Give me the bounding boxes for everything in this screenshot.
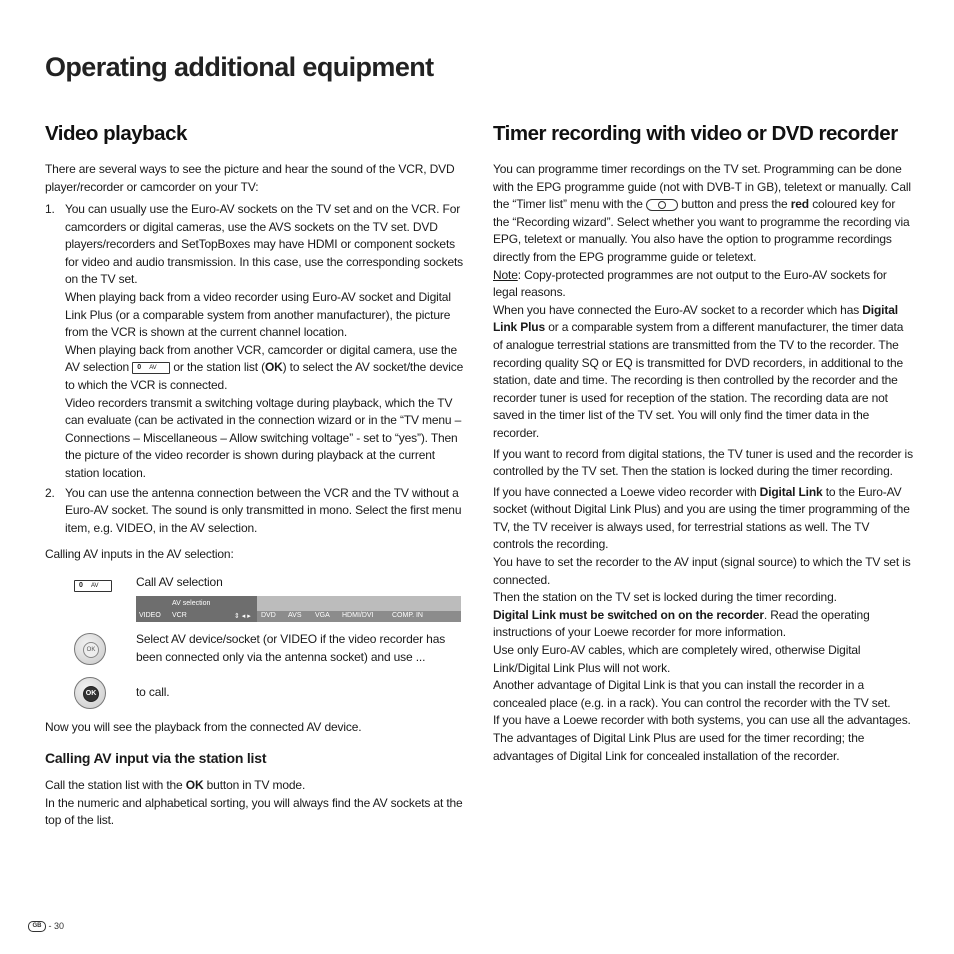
- timer-key-icon: [646, 199, 678, 211]
- av-option-avs[interactable]: AVS: [288, 612, 302, 619]
- p3-text-b: or the station list (: [173, 360, 265, 375]
- calling-av-text: Calling AV inputs in the AV selection:: [45, 547, 234, 561]
- timer-p9: Another advantage of Digital Link is that you can install the recorder in a concealed place (e.g. in a rack). You can control the recorder with the TV set.: [493, 678, 891, 710]
- timer-note: Note: Copy-protected programmes are not output to the Euro-AV sockets for legal reasons.: [493, 267, 887, 300]
- p3-text-c: ) to select the AV socket/the device to which the VCR is connected.: [65, 360, 464, 392]
- red-key-label: red: [790, 197, 809, 212]
- list-item-1-p4: Video recorders transmit a switching voltage during playback, which the TV can evaluate (can be activated in the connection wizard or in the “TV menu – Connections – Miscellaneous – Allow switching voltage” - set to “yes”). Then the picture of the video recorder is shown during playback at the current station location.: [65, 395, 462, 480]
- step-select-device: Select AV device/socket (or VIDEO if the video recorder has been connected only via the antenna socket) and use ...: [136, 632, 446, 664]
- av-option-hdmi-dvi[interactable]: HDMI/DVI: [342, 612, 374, 619]
- list-number: 2.: [45, 485, 55, 500]
- timer-p6: Then the station on the TV set is locked during the timer recording.: [493, 590, 837, 605]
- timer-p10: If you have a Loewe recorder with both systems, you can use all the advantages. The advantages of Digital Link Plus are used for the timer recording; the advantages of Digital Link for concealed installation of the recorder.: [493, 713, 911, 763]
- timer-p3: If you want to record from digital stations, the TV tuner is used and the recorder is controlled by the TV set. Then the station is locked during the timer recording.: [493, 446, 913, 479]
- av-option-vcr[interactable]: VCR: [172, 612, 187, 619]
- av-selection-bar: [136, 596, 461, 622]
- list-item-1-p2: When playing back from a video recorder using Euro-AV socket and Digital Link Plus (or a comparable system from another manufacturer), the picture from the VCR is shown at the current channel location.: [65, 289, 451, 340]
- timer-p8: Use only Euro-AV cables, which are completely wired, otherwise Digital Link/Digital Link Plus will not work.: [493, 643, 861, 675]
- timer-recording-body: [493, 161, 913, 765]
- av-option-comp-in[interactable]: COMP. IN: [392, 612, 423, 619]
- ok-key-label: OK: [264, 360, 283, 375]
- gb-badge-icon: GB: [28, 921, 46, 932]
- playback-now-text: Now you will see the playback from the connected AV device.: [45, 720, 362, 734]
- page-footer: [28, 921, 64, 932]
- list-item-2: [45, 485, 465, 538]
- video-playback-heading: Video playback: [45, 122, 187, 145]
- ok-key-label: OK: [185, 778, 204, 792]
- p3-text-a: When playing back from another VCR, camcorder or digital camera, use the AV selection: [65, 342, 458, 375]
- timer-p1: You can programme timer recordings on the TV set. Programming can be done with the EPG programme guide (not with DVB-T in GB), teletext or manually. Call the “Timer list” menu with the button and press the red coloured key for the “Recording wizard”. Select whether you want to programme the recording via EPG, teletext or manually. You also have the option to programme recordings directly from the EPG programme guide or teletext.: [493, 162, 911, 264]
- step-call-av-selection: Call AV selection: [136, 575, 223, 589]
- page-title: Operating additional equipment: [45, 52, 434, 82]
- list-item-1-p3: [65, 342, 465, 395]
- list-item-2-text: You can use the antenna connection between the VCR and the TV without a Euro-AV socket. The sound is only transmitted in mono. Select the first menu item, e.g. VIDEO, in the AV selection.: [65, 485, 462, 535]
- video-playback-list: [45, 201, 465, 537]
- station-list-heading: Calling AV input via the station list: [45, 750, 267, 766]
- av-option-vga[interactable]: VGA: [315, 612, 330, 619]
- av-key-icon: 0 AV: [74, 580, 112, 592]
- av-key-icon: 0 AV: [132, 362, 170, 374]
- list-item-1: [45, 201, 465, 483]
- timer-recording-heading: Timer recording with video or DVD recorder: [493, 122, 898, 145]
- list-number: 1.: [45, 202, 55, 216]
- ok-button-icon: OK: [74, 677, 106, 709]
- navigation-ring-icon: OK: [74, 633, 106, 665]
- timer-p2: When you have connected the Euro-AV socket to a recorder which has Digital Link Plus or a comparable system from a different manufacturer, the timer data of analogue terrestrial stations are transmitted from the TV to the recorder. The recording quality SQ or EQ is transmitted for DVD recorders, in additional to the station, date and time. The recording is then controlled by the recorder and the recorder tuner is used for reception of the station. The recording data are not saved in the timer list of the TV set. You will only find the timer data in the recorder.: [493, 302, 904, 440]
- av-selection-title: AV selection: [172, 600, 211, 607]
- list-item-1-p1: You can usually use the Euro-AV sockets on the TV set and on the VCR. For camcorders or digital cameras, use the AVS sockets on the TV set. DVD players/recorders and SetTopBoxes may have HDMI or component sockets for video and audio transmission. In this case, use the corresponding sockets on the TV set.: [65, 202, 464, 287]
- nav-arrows-icon: ⇕ ◂ ▸: [234, 613, 251, 620]
- video-playback-intro: There are several ways to see the picture and hear the sound of the VCR, DVD player/recorder or camcorder on your TV:: [45, 162, 455, 194]
- av-option-video[interactable]: VIDEO: [139, 612, 161, 619]
- timer-p5: You have to set the recorder to the AV input (signal source) to which the TV set is connected.: [493, 555, 911, 587]
- page-number: - 30: [48, 921, 65, 931]
- timer-p4: If you have connected a Loewe video recorder with Digital Link to the Euro-AV socket (without Digital Link Plus) and you are using the timer programming of the TV, the TV receiver is always used, for terrestrial stations as well. The TV controls the recording.: [493, 484, 910, 552]
- timer-p7: Digital Link must be switched on on the recorder. Read the operating instructions of your Loewe recorder for more information.: [493, 607, 870, 640]
- step-to-call: to call.: [136, 685, 170, 699]
- av-option-dvd[interactable]: DVD: [261, 612, 276, 619]
- station-list-text: Call the station list with the OK button in TV mode. In the numeric and alphabetical sorting, you will always find the AV sockets at the top of the list.: [45, 778, 463, 828]
